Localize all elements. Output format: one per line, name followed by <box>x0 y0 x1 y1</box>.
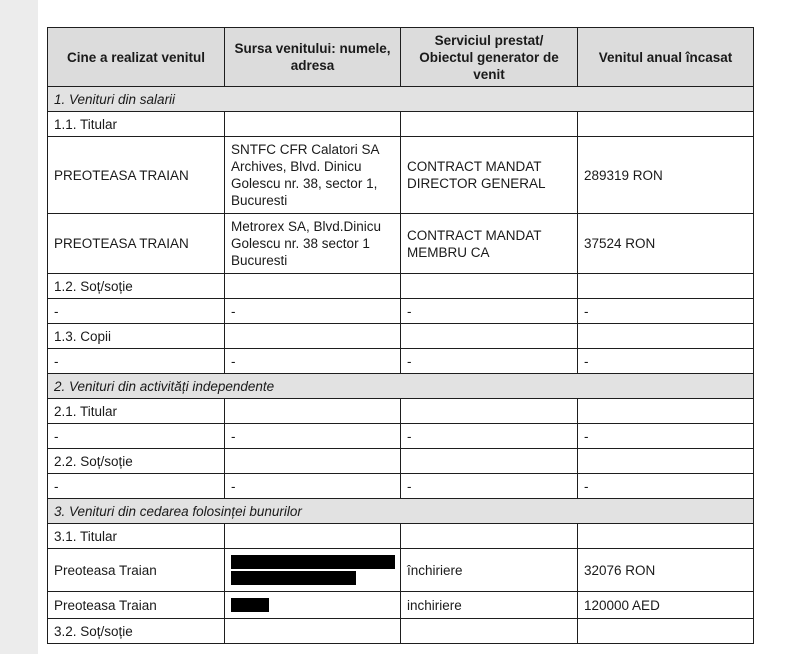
cell-who: PREOTEASA TRAIAN <box>48 137 225 214</box>
viewer-gutter <box>0 0 38 654</box>
section-row <box>48 499 754 524</box>
table-row <box>48 549 754 592</box>
cell-service: CONTRACT MANDAT MEMBRU CA <box>401 214 578 274</box>
section-title: 2. Venituri din activități independente <box>48 374 754 399</box>
section-title: 3. Venituri din cedarea folosinței bunurilor <box>48 499 754 524</box>
cell-who: PREOTEASA TRAIAN <box>48 214 225 274</box>
subsection-label: 3.1. Titular <box>48 524 225 549</box>
cell-income: 37524 RON <box>578 214 754 274</box>
cell-dash: - <box>401 424 578 449</box>
cell-income: 289319 RON <box>578 137 754 214</box>
subsection-label: 1.2. Soț/soție <box>48 274 225 299</box>
subsection-row <box>48 274 754 299</box>
table-row <box>48 592 754 619</box>
header-income: Venitul anual încasat <box>578 28 754 87</box>
cell-dash: - <box>225 299 401 324</box>
cell-dash: - <box>48 349 225 374</box>
cell-source-redacted <box>225 592 401 619</box>
subsection-label: 2.1. Titular <box>48 399 225 424</box>
cell-source: SNTFC CFR Calatori SA Archives, Blvd. Dinicu Golescu nr. 38, sector 1, Bucuresti <box>225 137 401 214</box>
subsection-row <box>48 112 754 137</box>
subsection-row <box>48 324 754 349</box>
cell-dash: - <box>578 349 754 374</box>
cell-dash: - <box>48 424 225 449</box>
cell-dash: - <box>578 299 754 324</box>
header-who: Cine a realizat venitul <box>48 28 225 87</box>
empty-row <box>48 474 754 499</box>
redaction-bar <box>231 571 356 585</box>
section-row <box>48 374 754 399</box>
cell-who: Preoteasa Traian <box>48 549 225 592</box>
cell-who: Preoteasa Traian <box>48 592 225 619</box>
header-row <box>48 28 754 87</box>
empty-row <box>48 349 754 374</box>
subsection-label: 3.2. Soț/soție <box>48 619 225 644</box>
cell-dash: - <box>225 474 401 499</box>
header-source: Sursa venitului: numele, adresa <box>225 28 401 87</box>
redaction-bar <box>231 555 395 569</box>
cell-dash: - <box>48 299 225 324</box>
table-row <box>48 214 754 274</box>
subsection-row <box>48 449 754 474</box>
subsection-row <box>48 619 754 644</box>
cell-dash: - <box>578 474 754 499</box>
subsection-label: 1.3. Copii <box>48 324 225 349</box>
subsection-row <box>48 524 754 549</box>
cell-income: 32076 RON <box>578 549 754 592</box>
cell-dash: - <box>401 349 578 374</box>
cell-service: închiriere <box>401 549 578 592</box>
cell-dash: - <box>48 474 225 499</box>
empty-row <box>48 424 754 449</box>
cell-service: CONTRACT MANDAT DIRECTOR GENERAL <box>401 137 578 214</box>
subsection-label: 2.2. Soț/soție <box>48 449 225 474</box>
redaction-bar <box>231 598 269 612</box>
cell-dash: - <box>225 349 401 374</box>
table-row <box>48 137 754 214</box>
subsection-label: 1.1. Titular <box>48 112 225 137</box>
cell-income: 120000 AED <box>578 592 754 619</box>
subsection-row <box>48 399 754 424</box>
header-service: Serviciul prestat/ Obiectul generator de venit <box>401 28 578 87</box>
cell-source-redacted <box>225 549 401 592</box>
cell-dash: - <box>401 474 578 499</box>
cell-dash: - <box>225 424 401 449</box>
cell-dash: - <box>401 299 578 324</box>
cell-service: inchiriere <box>401 592 578 619</box>
section-title: 1. Venituri din salarii <box>48 87 754 112</box>
cell-dash: - <box>578 424 754 449</box>
income-table <box>47 27 754 644</box>
cell-source: Metrorex SA, Blvd.Dinicu Golescu nr. 38 sector 1 Bucuresti <box>225 214 401 274</box>
section-row <box>48 87 754 112</box>
empty-row <box>48 299 754 324</box>
